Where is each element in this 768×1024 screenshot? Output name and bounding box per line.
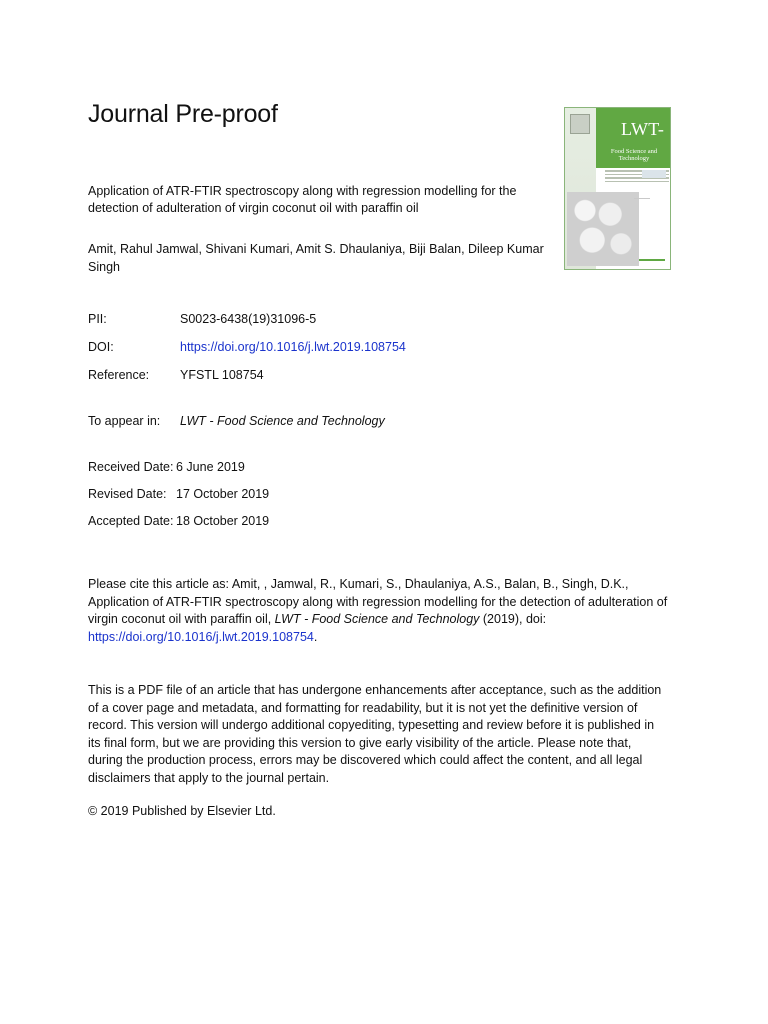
meta-reference bbox=[88, 368, 264, 382]
appear-value: LWT - Food Science and Technology bbox=[180, 414, 385, 428]
citation-journal: LWT - Food Science and Technology bbox=[274, 612, 480, 626]
citation-prefix: Please cite this article as: Amit, , Jamwal, R., Kumari, S., Dhaulaniya, A.S., Balan, B., Singh, D.K., Application of ATR-FTIR spectroscopy along with regression modelling for the detection of adulteration of virgin coconut oil with paraffin oil, bbox=[88, 577, 668, 626]
citation-middle: (2019), doi: bbox=[479, 612, 547, 626]
doi-label: DOI: bbox=[88, 340, 114, 354]
reference-value: YFSTL 108754 bbox=[180, 368, 264, 382]
cover-small-text bbox=[634, 198, 650, 199]
meta-doi bbox=[88, 340, 406, 354]
citation-paragraph bbox=[88, 576, 668, 646]
pii-label: PII: bbox=[88, 312, 107, 326]
page-title: Journal Pre-proof bbox=[88, 100, 278, 128]
cover-footer-line bbox=[639, 259, 665, 261]
reference-label: Reference: bbox=[88, 368, 150, 382]
disclaimer-paragraph: This is a PDF file of an article that has undergone enhancements after acceptance, such as the addition of a cover page and metadata, and formatting for readability, but it is not yet the definitive version of record. This version will undergo additional copyediting, typesetting and review before it is published in its final form, but we are providing this version to give early visibility of the article. Please note that, during the production process, errors may be discovered which could affect the content, and all legal disclaimers that apply to the journal pertain. bbox=[88, 683, 662, 785]
cover-badge-icon bbox=[642, 170, 666, 178]
pii-value: S0023-6438(19)31096-5 bbox=[180, 312, 317, 326]
article-authors: Amit, Rahul Jamwal, Shivani Kumari, Amit S. Dhaulaniya, Biji Balan, Dileep Kumar Singh bbox=[88, 242, 544, 274]
appear-label: To appear in: bbox=[88, 414, 161, 428]
meta-appear-in bbox=[88, 414, 385, 428]
elsevier-logo-icon bbox=[570, 114, 590, 134]
revised-value: 17 October 2019 bbox=[176, 487, 270, 501]
cover-subtitle: Food Science and Technology bbox=[610, 148, 658, 162]
cover-title: LWT- bbox=[621, 119, 665, 139]
meta-revised bbox=[88, 487, 269, 501]
accepted-label: Accepted Date: bbox=[88, 514, 174, 528]
meta-received bbox=[88, 460, 245, 474]
citation-doi-link[interactable]: https://doi.org/10.1016/j.lwt.2019.108754 bbox=[88, 629, 314, 644]
revised-label: Revised Date: bbox=[88, 487, 167, 501]
meta-pii bbox=[88, 312, 316, 326]
cover-photo bbox=[567, 192, 639, 266]
meta-accepted bbox=[88, 514, 269, 528]
received-value: 6 June 2019 bbox=[176, 460, 245, 474]
doi-link[interactable]: https://doi.org/10.1016/j.lwt.2019.108754 bbox=[180, 340, 406, 354]
journal-cover-image bbox=[564, 107, 671, 270]
citation-suffix: . bbox=[313, 629, 318, 644]
received-label: Received Date: bbox=[88, 460, 174, 474]
article-title: Application of ATR-FTIR spectroscopy along with regression modelling for the detection of adulteration of virgin coconut oil with paraffin oil bbox=[88, 184, 517, 215]
copyright-notice: © 2019 Published by Elsevier Ltd. bbox=[88, 804, 276, 818]
accepted-value: 18 October 2019 bbox=[176, 514, 270, 528]
